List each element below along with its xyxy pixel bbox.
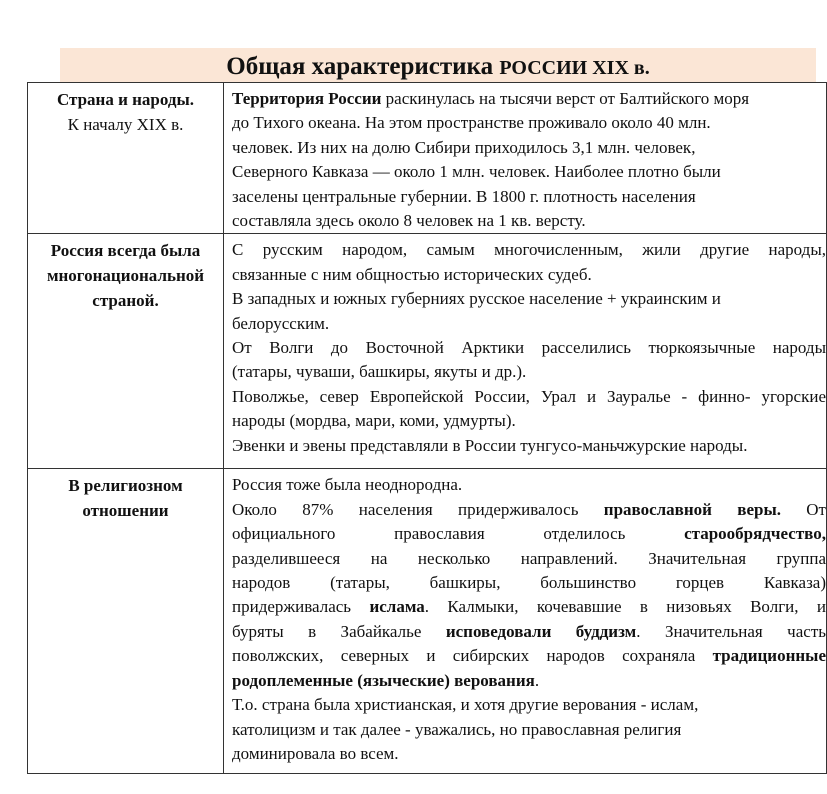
text-line: В западных и южных губерниях русское население + украинским и	[232, 289, 721, 309]
text-line: Россия тоже была неоднородна.	[232, 475, 463, 495]
text-line: до Тихого океана. На этом пространстве проживало около 40 млн.	[232, 113, 711, 133]
text-line: народы (мордва, мари, коми, удмурты).	[232, 411, 516, 431]
text-line: доминировала во всем.	[232, 743, 399, 763]
text-line: заселены центральные губернии. В 1800 г. плотность населения	[232, 186, 696, 206]
table-row	[28, 469, 827, 774]
text-line: С русским народом, самым многочисленным, жили другие народы,	[232, 240, 826, 260]
row-header-multinational: Россия всегда была многонациональной страной.	[28, 234, 224, 469]
row-header-plain: К началу XIX в.	[67, 115, 184, 134]
page-title	[60, 52, 816, 83]
text-line: Поволжье, север Европейской России, Урал и Зауралье - финно- угорские	[232, 386, 826, 406]
text-line: народов (татары, башкиры, большинство горцев Кавказа)	[232, 573, 826, 593]
text-line: придерживалась ислама. Калмыки, кочевавшие в низовьях Волги, и	[232, 597, 826, 617]
text-line: Северного Кавказа — около 1 млн. человек. Наиболее плотно были	[232, 162, 721, 182]
text-line: От Волги до Восточной Арктики расселились тюркоязычные народы	[232, 338, 826, 358]
table-row	[28, 234, 827, 469]
text-line: разделившееся на несколько направлений. Значительная группа	[232, 548, 826, 568]
text-line: составляла здесь около 8 человек на 1 кв. версту.	[232, 211, 586, 231]
text-line: Т.о. страна была христианская, и хотя другие верования - ислам,	[232, 695, 699, 715]
row-content-religion	[224, 469, 827, 774]
text-line: Территория России раскинулась на тысячи верст от Балтийского моря	[232, 89, 750, 108]
text-line: связанные с ним общностью исторических судеб.	[232, 264, 592, 284]
title-main: Общая характеристика	[226, 53, 500, 80]
table-row	[28, 83, 827, 234]
text-line: (татары, чуваши, башкиры, якуты и др.).	[232, 362, 527, 382]
text-line: официального православия отделилось старообрядчество,	[232, 524, 826, 544]
text-line: католицизм и так далее - уважались, но православная религия	[232, 719, 682, 739]
text-line: белорусским.	[232, 313, 330, 333]
row-header-bold: Страна и народы.	[56, 90, 195, 109]
text-line: Около 87% населения придерживалось православной веры. От	[232, 499, 826, 519]
row-header-religion: В религиозном отношении	[28, 469, 224, 774]
row-content-peoples	[224, 234, 827, 469]
row-header-country	[28, 83, 224, 234]
text-line: родоплеменные (языческие) верования.	[232, 670, 540, 690]
text-line: Эвенки и эвены представляли в России тунгусо-маньчжурские народы.	[232, 435, 748, 455]
row-content-territory	[224, 83, 827, 234]
title-caps: РОССИИ XIX в.	[499, 57, 650, 79]
text-line: поволжских, северных и сибирских народов сохраняла традиционные	[232, 646, 826, 666]
text-line: человек. Из них на долю Сибири приходилось 3,1 млн. человек,	[232, 137, 696, 157]
text-line: буряты в Забайкалье исповедовали буддизм. Значительная часть	[232, 621, 826, 641]
characteristics-table	[27, 82, 827, 774]
